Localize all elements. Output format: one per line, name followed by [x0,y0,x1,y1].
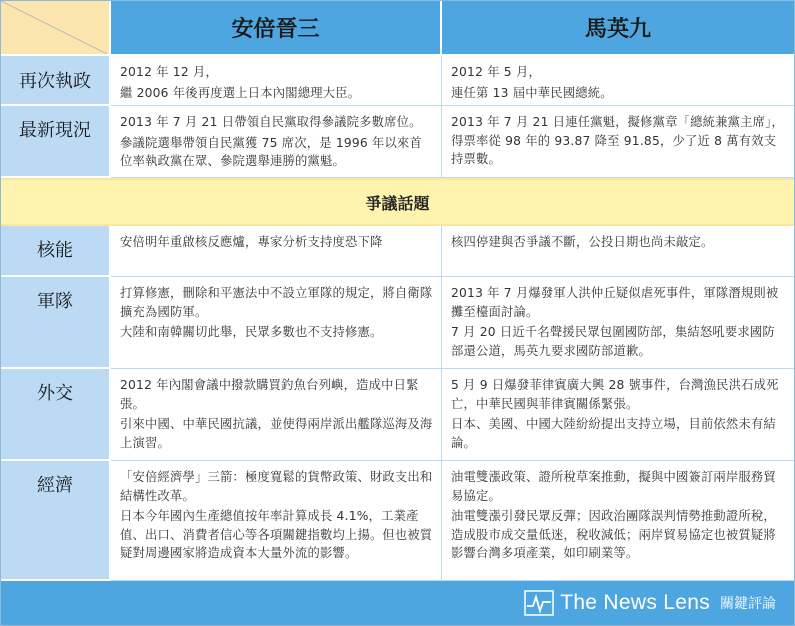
footer-bar [1,581,794,625]
cell-text: 2013 年 7 月 21 日連任黨魁，擬修黨章「總統兼黨主席」，得票率從 98 年的 93.87 降至 91.85，少了近 8 萬有效支持票數。 [451,115,784,166]
row-label-military [1,277,111,369]
cell-text: 打算修憲，刪除和平憲法中不設立軍隊的規定，將自衛隊擴充為國防軍。 [120,286,433,319]
row-label-nuclear [1,226,111,277]
cell-military-abe [111,277,442,369]
row-label-economy-text: 經濟 [37,475,73,496]
news-lens-logo-icon [524,590,554,616]
cell-nuclear-ma [442,226,794,277]
brand-subtitle: 關鍵評論 [720,596,776,612]
row-label-status [1,106,111,178]
cell-text: 油電雙漲引發民眾反彈；因政治團隊誤判情勢推動證所稅，造成股市成交量低迷，稅收減低；兩岸貿易協定也被質疑將影響台灣多項產業，如印刷業等。 [451,509,776,560]
cell-text: 參議院選舉帶領自民黨獲 75 席次，是 1996 年以來首位率執政黨在眾、參院選舉連勝的黨魁。 [120,135,423,168]
cell-text: 「安倍經濟學」三箭：極度寬鬆的貨幣政策、財政支出和結構性改革。 [120,470,433,503]
row-label-return-text: 再次執政 [19,71,91,92]
row-label-economy [1,461,111,581]
cell-text: 2012 年 5 月， [451,65,541,79]
diagonal-line [1,1,111,56]
cell-text: 日本、美國、中國大陸紛紛提出支持立場，目前依然未有結論。 [451,417,776,450]
row-label-diplomacy-text: 外交 [37,383,73,404]
row-label-diplomacy [1,369,111,461]
cell-text: 2013 年 7 月 21 日帶領自民黨取得參議院多數席位。 [120,115,422,129]
cell-text: 大陸和南韓關切此舉，民眾多數也不支持修憲。 [120,325,383,339]
row-label-military-text: 軍隊 [37,291,73,312]
cell-text: 日本今年國內生產總值按年率計算成長 4.1%，工業產值、出口、消費者信心等各項關鍵指數均上揚。但也被質疑對周邊國家將造成資本大量外流的影響。 [120,509,433,560]
brand-name: The News Lens [560,591,710,614]
cell-status-ma [442,106,794,178]
cell-text: 5 月 9 日爆發菲律賓廣大興 28 號事件，台灣漁民洪石成死亡，中華民國與菲律賓關係緊張。 [451,378,779,411]
cell-nuclear-abe [111,226,442,277]
cell-text: 2013 年 7 月爆發軍人洪仲丘疑似虐死事件，軍隊潛規則被攤至檯面討論。 [451,286,779,319]
cell-return-abe [111,56,442,106]
corner-cell [1,1,111,56]
cell-economy-abe [111,461,442,581]
cell-text: 2012 年 12 月， [120,65,218,79]
cell-diplomacy-abe [111,369,442,461]
cell-text: 連任第 13 屆中華民國總統。 [451,85,613,100]
cell-text: 安倍明年重啟核反應爐，專家分析支持度恐下降 [120,235,383,249]
cell-text: 7 月 20 日近千名聲援民眾包圍國防部，集結怒吼要求國防部還公道，馬英九要求國防部道歉。 [451,325,775,358]
cell-text: 油電雙漲政策、證所稅草案推動，擬與中國簽訂兩岸服務貿易協定。 [451,470,776,503]
cell-economy-ma [442,461,794,581]
cell-military-ma [442,277,794,369]
column-header-abe [111,1,442,56]
section-title-controversies [1,178,794,226]
cell-text: 核四停建與否爭議不斷，公投日期也尚未敲定。 [451,235,714,249]
cell-text: 繼 2006 年後再度選上日本內閣總理大臣。 [120,85,361,100]
cell-text: 2012 年內閣會議中撥款購買釣魚台列嶼，造成中日緊張。 [120,378,419,411]
cell-status-abe [111,106,442,178]
cell-text: 引來中國、中華民國抗議，並使得兩岸派出艦隊巡海及海上演習。 [120,417,433,450]
row-label-nuclear-text: 核能 [37,240,73,261]
row-label-return [1,56,111,106]
footer-brand [524,590,776,616]
section-title-text: 爭議話題 [365,193,430,213]
cell-return-ma [442,56,794,106]
column-header-abe-text: 安倍晉三 [231,17,320,42]
column-header-ma-text: 馬英九 [584,17,651,42]
cell-diplomacy-ma [442,369,794,461]
row-label-status-text: 最新現況 [19,120,91,141]
column-header-ma [442,1,794,56]
